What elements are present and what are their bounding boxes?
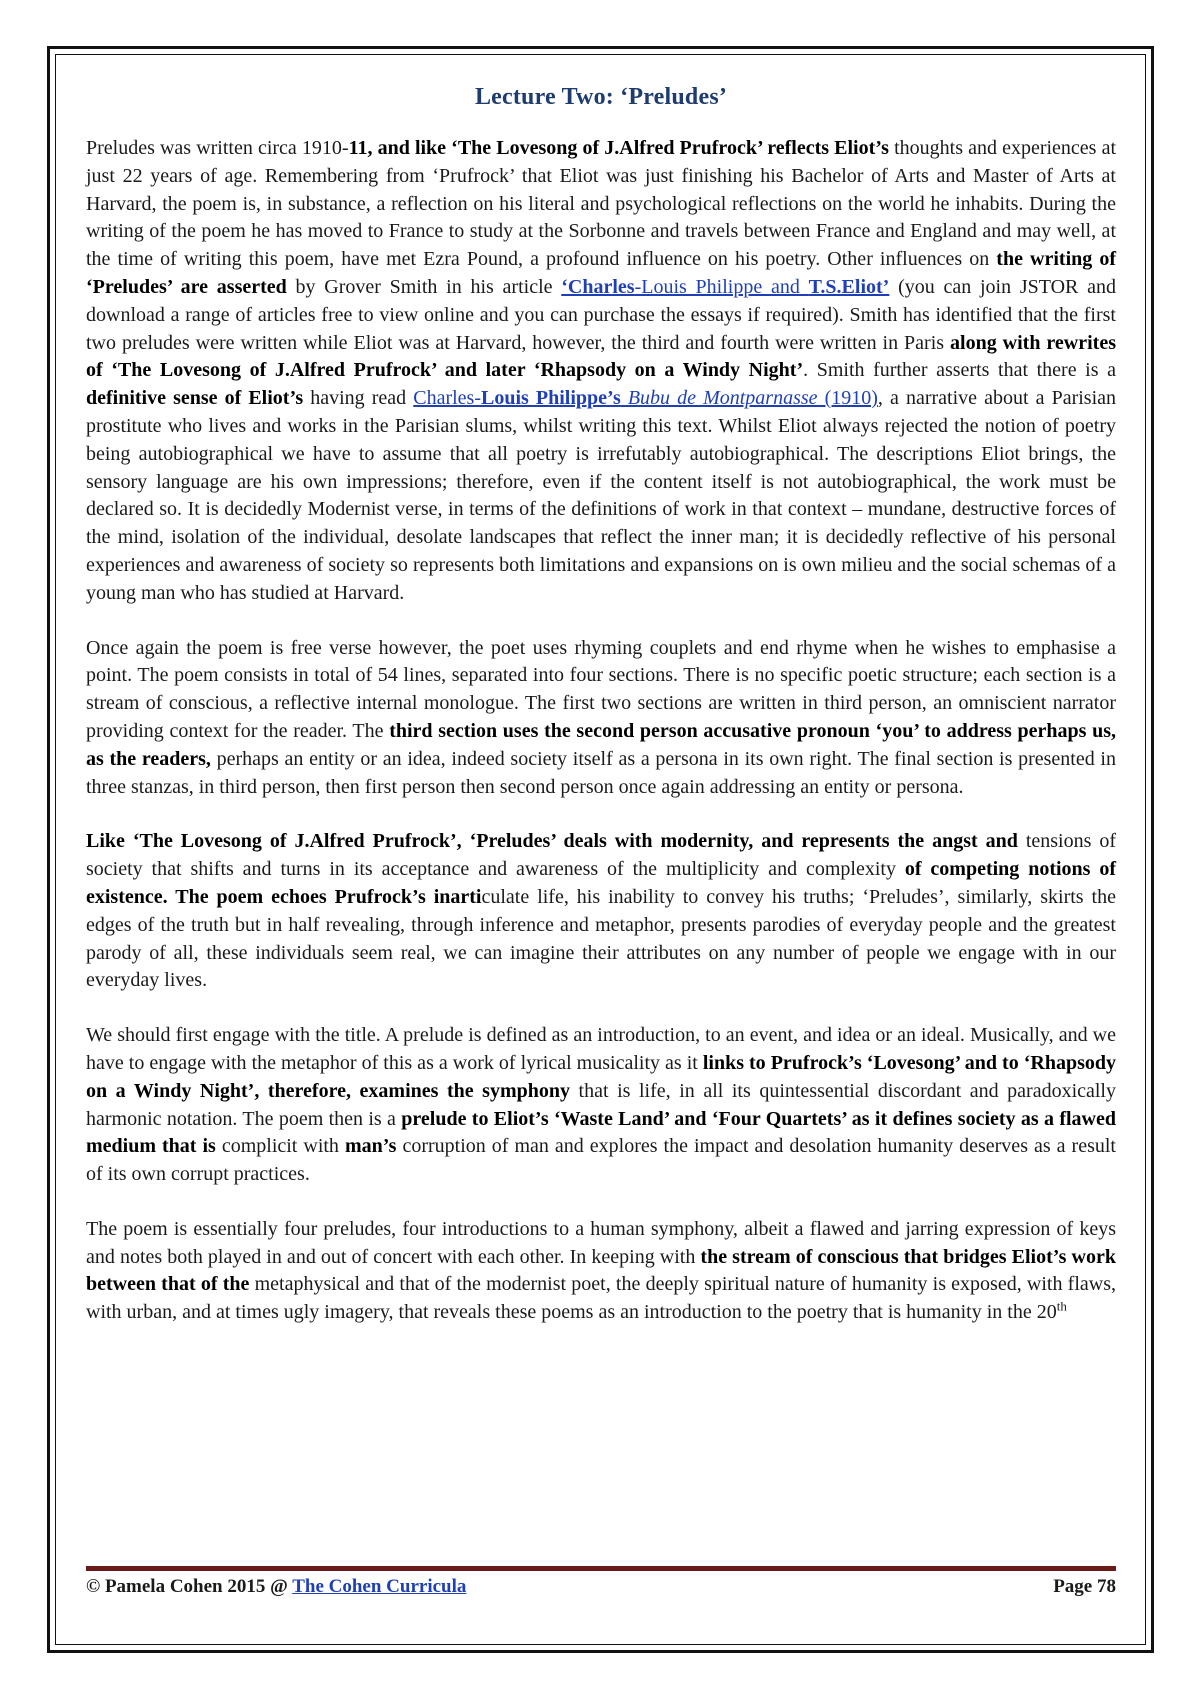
bold-run: the stream of conscious that bridges Eliot’s work between that of the [86, 1245, 1116, 1296]
bold-run: Like ‘The Lovesong of J.Alfred Prufrock’, ‘Preludes’ deals with modernity, and represents the angst and [86, 830, 1018, 853]
link-italic-run: Bubu de Montparnasse [620, 387, 818, 410]
text-run: , a narrative about a Parisian prostitute who lives and works in the Parisian slums, whilst writing this text. Whilst Eliot always rejected the notion of poetry being autobiographical we have to assume that all poetry is irrefutably autobiographical. The descriptions Eliot brings, the sensory language are his own impressions; therefore, even if the content itself is not autobiographical, the work must be declared so. It is decidedly Modernist verse, in terms of the definitions of work in that context – mundane, destructive forces of the mind, isolation of the individual, desolate landscapes that reflect the inner man; it is decidedly reflective of his personal experiences and awareness of society so represents both limitations and expansions on is own milieu and the social schemas of a young man who has studied at Harvard. [86, 387, 1116, 604]
text-run: . Smith further asserts that there is a [803, 359, 1116, 382]
curricula-link[interactable]: The Cohen Curricula [292, 1576, 467, 1597]
paragraph-5 [86, 1216, 1116, 1327]
link-text-run: Charles- [413, 387, 482, 410]
bold-run: third section uses the second person accusative pronoun ‘you’ to address perhaps us, as the readers, [86, 719, 1116, 770]
text-run: Preludes was written circa 1910- [86, 137, 349, 159]
footer-rule [86, 1566, 1116, 1571]
text-run: that is life, in all its quintessential discordant and paradoxically harmonic notation. The poem then is a [86, 1079, 1116, 1130]
page-number: Page 78 [1053, 1576, 1116, 1597]
bold-run: 11, and like ‘The Lovesong of J.Alfred Prufrock’ reflects Eliot’s [348, 137, 889, 159]
text-run: by Grover Smith in his article [286, 275, 562, 298]
text-run: We should first engage with the title. A prelude is defined as an introduction, to an event, and idea or an ideal. Musically, and we have to engage with the metaphor of this as a work of lyrical musicality as it [86, 1024, 1116, 1074]
text-run: (you can join JSTOR and download a range of articles free to view online and you can purchase the essays if required). Smith has identified that the first two preludes were written while Eliot was at Harvard, however, the third and fourth were written in Paris [86, 275, 1117, 354]
page-title: Lecture Two: ‘Preludes’ [474, 84, 728, 110]
paragraph-4 [86, 1022, 1116, 1189]
text-run: Once again the poem is free verse however, the poet uses rhyming couplets and end rhyme when he wishes to emphasise a point. The poem consists in total of 54 lines, separated into four sections. There is no specific poetic structure; each section is a stream of conscious, a reflective internal monologue. The first two sections are written in third person, an omniscient narrator providing context for the reader. The [86, 636, 1116, 742]
bold-run: prelude to Eliot’s ‘Waste Land’ and ‘Four Quartets’ as it defines society as a flawed medium that is [86, 1107, 1116, 1158]
bold-run: along with rewrites of ‘The Lovesong of J.Alfred Prufrock’ and later ‘Rhapsody on a Windy Night’ [86, 331, 1116, 382]
article-link[interactable] [561, 276, 889, 298]
book-link[interactable] [413, 387, 878, 409]
link-text-run: -Louis Philippe and [634, 275, 809, 298]
text-run: thoughts and experiences at just 22 years of age. Remembering from ‘Prufrock’ that Eliot was just finishing his Bachelor of Arts and Master of Arts at Harvard, the poem is, in substance, a reflection on his literal and psychological reflections on the world he inhabits. During the writing of the poem he has moved to France to study at the Sorbonne and travels between France and England and may well, at the time of writing this poem, have met Ezra Pound, a profound influence on his poetry. Other influences on [86, 137, 1116, 271]
document-page [86, 84, 1116, 1354]
bold-run: man’s [344, 1135, 397, 1158]
link-bold-run: ‘Charles [561, 275, 635, 298]
text-run: tensions of society that shifts and turns in its acceptance and awareness of the multiplicity and complexity [86, 830, 1116, 881]
link-text-run: (1910) [817, 387, 878, 410]
page-footer [86, 1576, 1116, 1598]
text-run: The poem is essentially four preludes, four introductions to a human symphony, albeit a flawed and jarring expression of keys and notes both played in and out of concert with each other. In keeping with [86, 1217, 1116, 1268]
text-run: corruption of man and explores the impact and desolation humanity deserves as a result of its own corrupt practices. [86, 1135, 1116, 1186]
bold-run: definitive sense of Eliot’s [86, 387, 304, 410]
text-run: complicit with [215, 1135, 345, 1158]
bold-run: of competing notions of existence. The poem echoes Prufrock’s inarti [86, 858, 1117, 908]
copyright-text: © Pamela Cohen 2015 @ [86, 1576, 293, 1597]
footer-copyright [86, 1576, 466, 1598]
paragraph-2 [86, 635, 1116, 802]
text-run: perhaps an entity or an idea, indeed society itself as a persona in its own right. The final section is presented in three stanzas, in third person, then first person then second person once again addressing an entity or persona. [86, 747, 1116, 798]
link-bold-run: T.S.Eliot’ [808, 275, 890, 298]
bold-run: links to Prufrock’s ‘Lovesong’ and to ‘Rhapsody on a Windy Night’, therefore, examines the symphony [86, 1051, 1116, 1102]
bold-run: the writing of ‘Preludes’ are asserted [86, 248, 1117, 298]
paragraph-3 [86, 828, 1116, 995]
superscript: th [1056, 1298, 1067, 1314]
text-run: having read [303, 387, 414, 410]
text-run: metaphysical and that of the modernist poet, the deeply spiritual nature of humanity is exposed, with flaws, with urban, and at times ugly imagery, that reveals these poems as an introduction to the poetry that is humanity in the 20 [86, 1273, 1117, 1324]
paragraph-1 [86, 135, 1116, 608]
text-run: culate life, his inability to convey his truths; ‘Preludes’, similarly, skirts the edges of the truth but in half revealing, through inference and metaphor, presents parodies of everyday people and the greatest parody of all, these individuals seem real, we can imagine their attributes on any number of people we engage with in our everyday lives. [86, 885, 1116, 992]
link-bold-run: Louis Philippe’s [481, 387, 621, 410]
